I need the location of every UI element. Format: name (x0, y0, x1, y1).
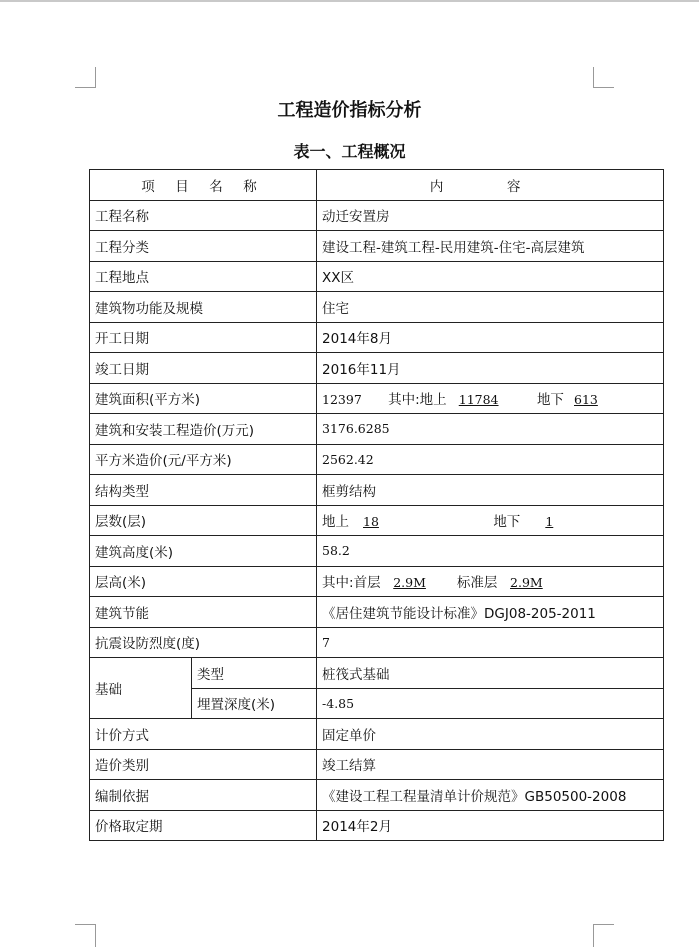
area-above: 11784 (458, 392, 499, 408)
table-row (90, 536, 664, 567)
row-label: 计价方式 (90, 719, 317, 750)
row-label: 工程分类 (90, 231, 317, 262)
row-value: 框剪结构 (317, 475, 664, 506)
table-row (90, 475, 664, 506)
row-value (317, 383, 664, 414)
table-header-row (90, 170, 664, 201)
foundation-depth-label: 埋置深度(米) (192, 688, 317, 719)
height-std-label: 标准层 (456, 575, 498, 592)
row-label: 平方米造价(元/平方米) (90, 444, 317, 475)
table-row (90, 505, 664, 536)
table-row (90, 322, 664, 353)
row-label: 建筑和安装工程造价(万元) (90, 414, 317, 445)
page-corner-mark-top-right (593, 67, 614, 88)
area-total: 12397 (322, 392, 362, 408)
row-value: 2562.42 (317, 444, 664, 475)
floors-below: 1 (545, 514, 554, 530)
row-value: 2014年8月 (317, 322, 664, 353)
foundation-type-label: 类型 (192, 658, 317, 689)
row-value: XX区 (317, 261, 664, 292)
row-value: 建设工程-建筑工程-民用建筑-住宅-高层建筑 (317, 231, 664, 262)
header-item: 项 目 名 称 (90, 170, 317, 201)
foundation-depth-value: -4.85 (317, 688, 664, 719)
height-std: 2.9M (510, 575, 543, 591)
table-row (90, 444, 664, 475)
page-corner-mark-bottom-right (593, 924, 614, 947)
row-value: 7 (317, 627, 664, 658)
window-top-border (0, 0, 699, 2)
table-row (90, 810, 664, 841)
foundation-label: 基础 (90, 658, 192, 719)
row-label: 竣工日期 (90, 353, 317, 384)
row-label: 工程地点 (90, 261, 317, 292)
row-label: 建筑高度(米) (90, 536, 317, 567)
document-title: 工程造价指标分析 (277, 100, 422, 121)
table-row (90, 597, 664, 628)
area-above-label: 其中:地上 (388, 392, 447, 409)
page-corner-mark-top-left (75, 67, 96, 88)
table-row (90, 627, 664, 658)
project-overview-table (89, 169, 664, 841)
table-row (90, 292, 664, 323)
row-label: 层数(层) (90, 505, 317, 536)
row-label: 层高(米) (90, 566, 317, 597)
header-content: 内 容 (317, 170, 664, 201)
table-row (90, 383, 664, 414)
table-row (90, 719, 664, 750)
height-first-label: 其中:首层 (322, 575, 381, 592)
row-value: 《居住建筑节能设计标准》DGJ08-205-2011 (317, 597, 664, 628)
row-value: 竣工结算 (317, 749, 664, 780)
area-below: 613 (574, 392, 598, 408)
table-row (90, 414, 664, 445)
row-label: 建筑物功能及规模 (90, 292, 317, 323)
row-label: 造价类别 (90, 749, 317, 780)
table-row (90, 200, 664, 231)
row-label: 建筑面积(平方米) (90, 383, 317, 414)
height-first: 2.9M (393, 575, 426, 591)
floors-above-label: 地上 (322, 514, 350, 531)
row-value: 2016年11月 (317, 353, 664, 384)
row-value: 3176.6285 (317, 414, 664, 445)
row-label: 结构类型 (90, 475, 317, 506)
table-row (90, 566, 664, 597)
table-row (90, 353, 664, 384)
foundation-type-value: 桩筏式基础 (317, 658, 664, 689)
row-label: 抗震设防烈度(度) (90, 627, 317, 658)
table-row (90, 780, 664, 811)
row-value (317, 505, 664, 536)
row-label: 编制依据 (90, 780, 317, 811)
table-row-foundation-type (90, 658, 664, 689)
row-label: 工程名称 (90, 200, 317, 231)
table-row (90, 749, 664, 780)
row-value: 58.2 (317, 536, 664, 567)
row-value: 动迁安置房 (317, 200, 664, 231)
row-value: 住宅 (317, 292, 664, 323)
table-row (90, 231, 664, 262)
floors-above: 18 (363, 514, 379, 530)
row-label: 建筑节能 (90, 597, 317, 628)
row-value: 固定单价 (317, 719, 664, 750)
floors-below-label: 地下 (493, 514, 521, 531)
row-value: 《建设工程工程量清单计价规范》GB50500-2008 (317, 780, 664, 811)
row-value: 2014年2月 (317, 810, 664, 841)
table-title: 表一、工程概况 (293, 142, 406, 161)
row-label: 价格取定期 (90, 810, 317, 841)
row-value (317, 566, 664, 597)
area-below-label: 地下 (536, 392, 564, 409)
page-corner-mark-bottom-left (75, 924, 96, 947)
table-row (90, 261, 664, 292)
row-label: 开工日期 (90, 322, 317, 353)
